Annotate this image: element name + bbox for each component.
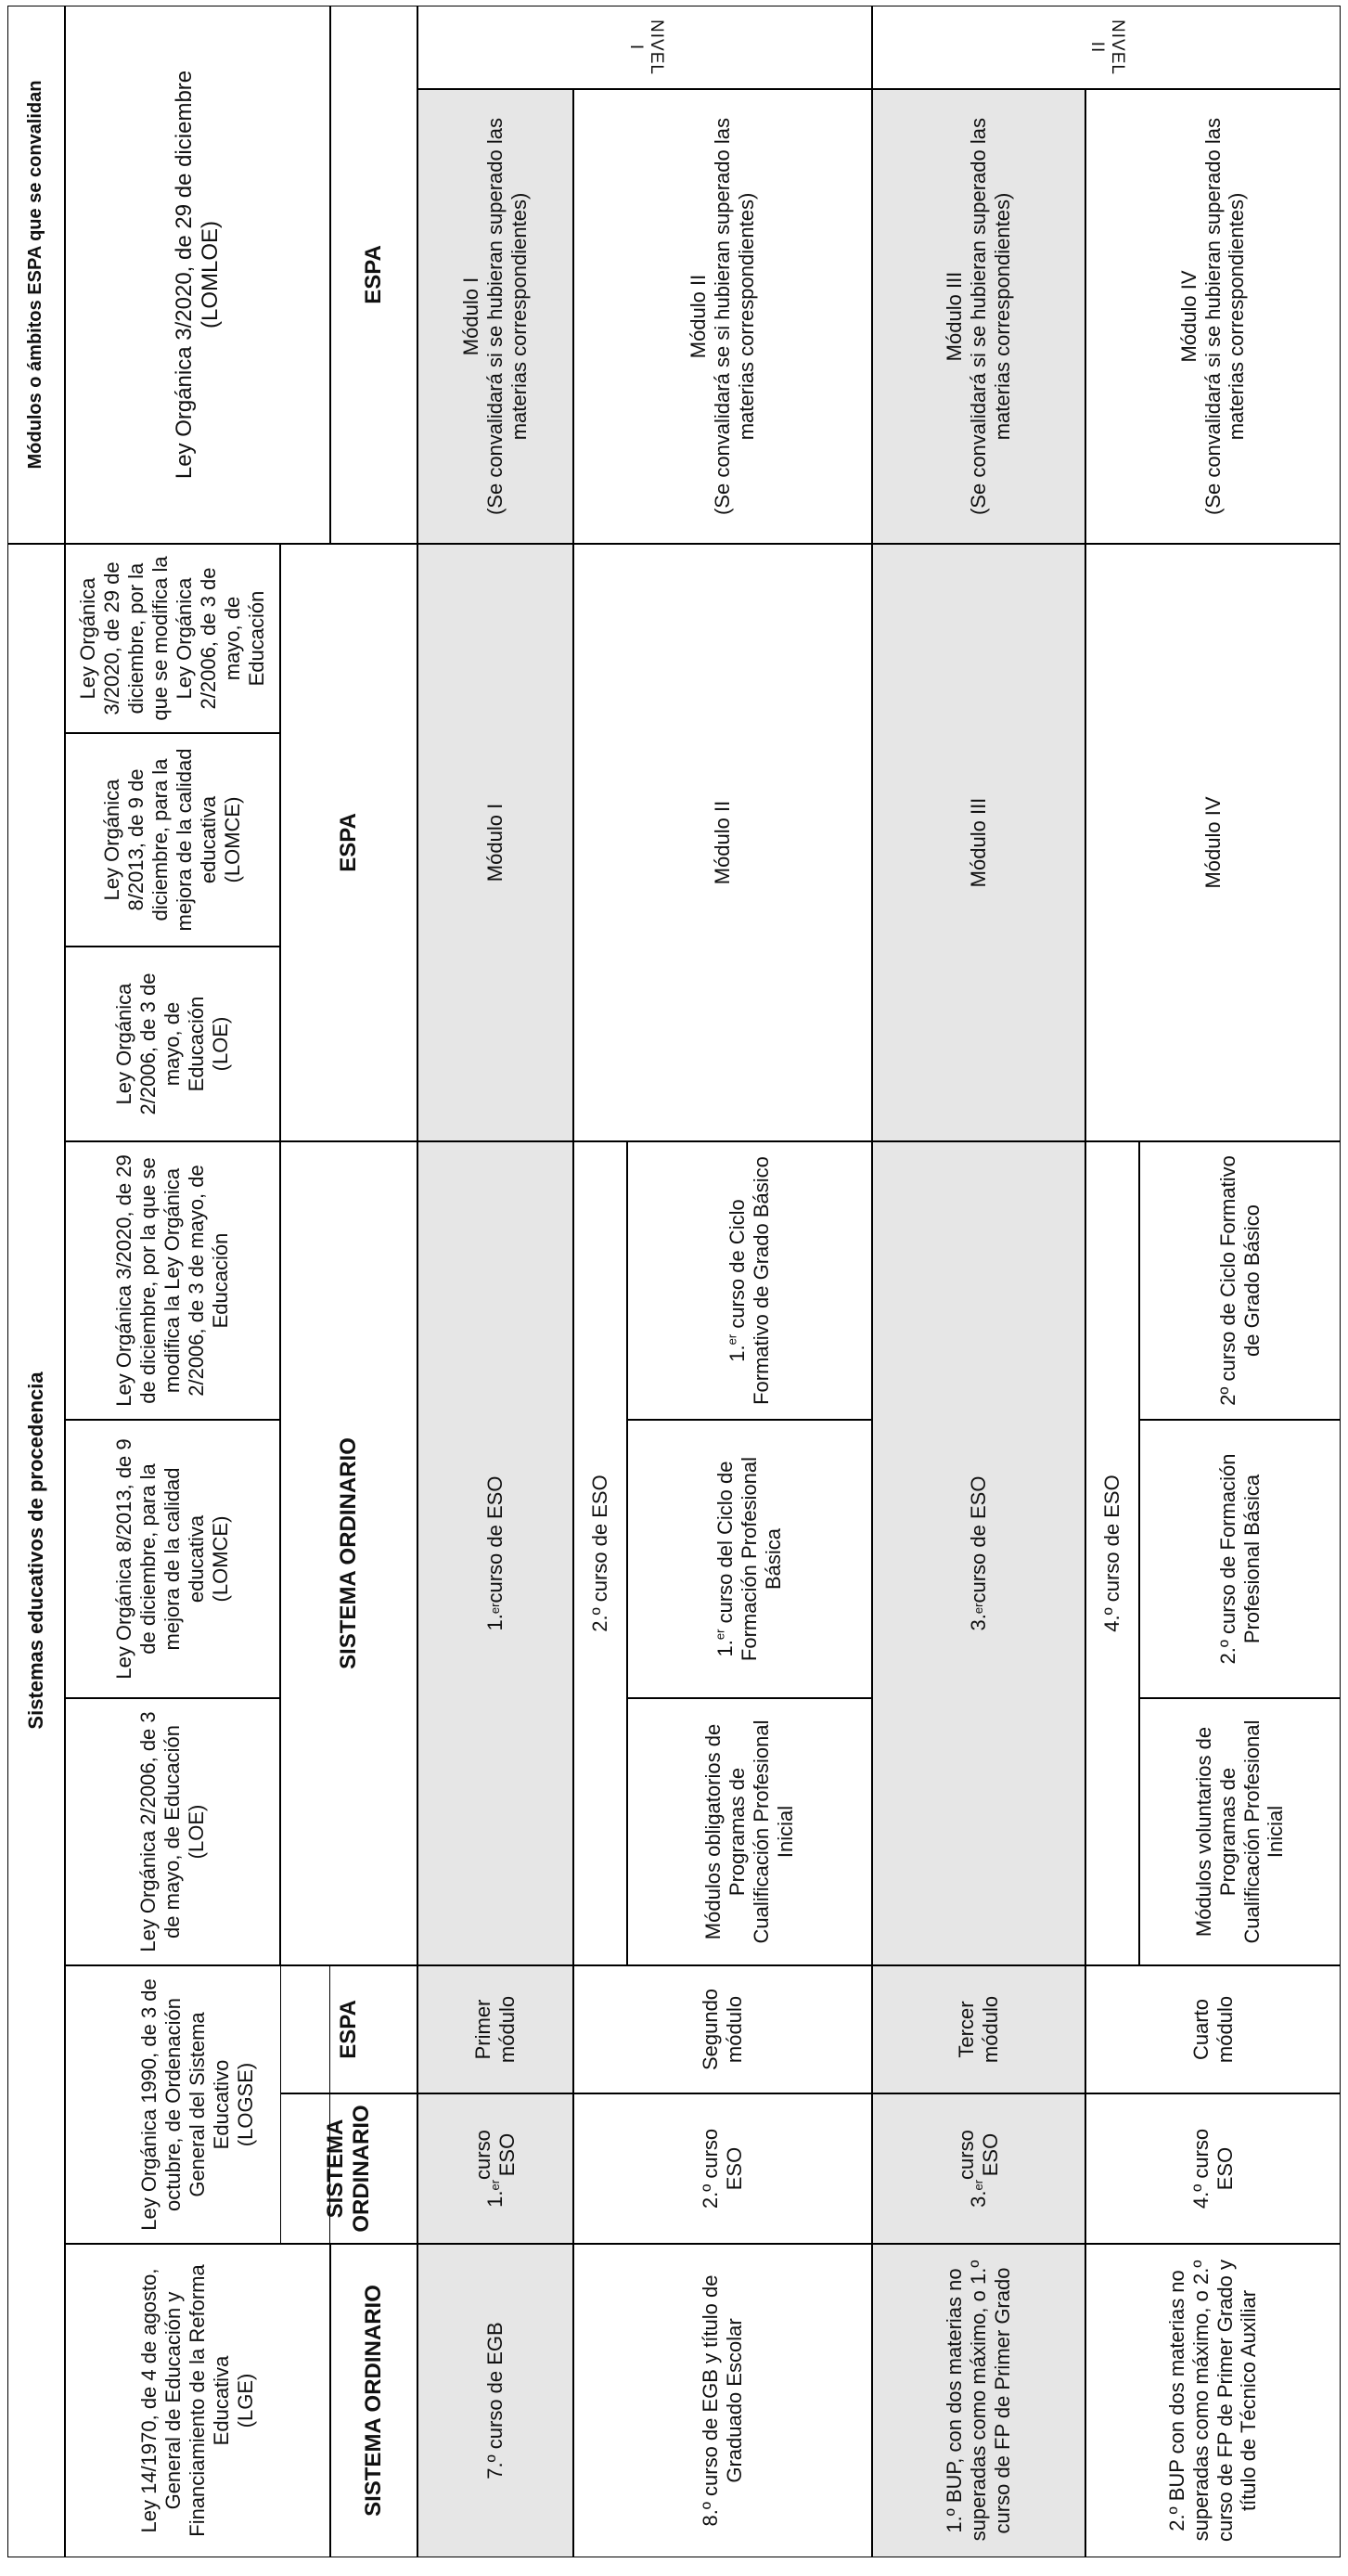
r3-lge: 1.º BUP, con dos materias no superadas como máximo, o 1.º curso de FP de Primer Grado <box>872 2244 1085 2557</box>
law-lomce-espa: Ley Orgánica 8/2013, de 9 de diciembre, para la mejora de la calidad educativa (LOMCE) <box>65 733 280 947</box>
law-lomce: Ley Orgánica 8/2013, de 9 de diciembre, para la mejora de la calidad educativa (LOMCE) <box>65 1420 280 1698</box>
subheader-sistema-ordinario: SISTEMA ORDINARIO <box>280 1141 417 1965</box>
r3-convalida: Módulo III (Se convalidará si se hubieran superado las materias correspondientes) <box>872 89 1085 544</box>
r2-espa: Módulo II <box>573 544 872 1141</box>
r4-loe: Módulos voluntarios de Programas de Cualificación Profesional Inicial <box>1139 1698 1341 1965</box>
law-lge: Ley 14/1970, de 4 de agosto, General de Educación y Financiamiento de la Reforma Educativa (LGE) <box>65 2244 330 2557</box>
r4-lomloe: 2º curso de Ciclo Formativo de Grado Básico <box>1139 1141 1341 1420</box>
nivel-ii-label: NIVEL II <box>1086 19 1127 75</box>
header-procedencia: Sistemas educativos de procedencia <box>7 544 65 2557</box>
subheader-sistema-ordinario-logse: SISTEMA ORDINARIO <box>280 2093 417 2244</box>
r1-convalida: Módulo I (Se convalidará si se hubieran superado las materias correspondientes) <box>417 89 573 544</box>
r2-lge: 8.º curso de EGB y título de Graduado Escolar <box>573 2244 872 2557</box>
r2-lomloe: 1.$^{er}$ curso de Ciclo Formativo de Grado Básico <box>627 1141 872 1420</box>
r4-lomce: 2.º curso de Formación Profesional Básica <box>1139 1420 1341 1698</box>
r1-logse-espa: Primer módulo <box>417 1965 573 2093</box>
nivel-spacer <box>330 6 341 544</box>
r3-espa: Módulo III <box>872 544 1085 1141</box>
r2-logse: 2.º curso ESO <box>573 2093 872 2244</box>
law-lomloe: Ley Orgánica 3/2020, de 29 de diciembre, por la que se modifica la Ley Orgánica 2/2006, de 3 de mayo, de Educación <box>65 1141 280 1420</box>
law-logse: Ley Orgánica 1990, de 3 de octubre, de Ordenación General del Sistema Educativo (LOGSE) <box>65 1965 330 2244</box>
subheader-sistema-ordinario-lge: SISTEMA ORDINARIO <box>330 2244 417 2557</box>
r4-sistema-ordinario-header: 4.º curso de ESO <box>1085 1141 1139 1965</box>
r4-convalida: Módulo IV (Se convalidará si se hubieran superado las materias correspondientes) <box>1085 89 1341 544</box>
r4-logse-espa: Cuarto módulo <box>1085 1965 1341 2093</box>
r4-logse: 4.º curso ESO <box>1085 2093 1341 2244</box>
law-loe: Ley Orgánica 2/2006, de 3 de mayo, de Educación (LOE) <box>65 1698 280 1965</box>
r4-lge: 2.º BUP con dos materias no superadas como máximo, o 2.º curso de FP de Primer Grado y título de Técnico Auxiliar <box>1085 2244 1341 2557</box>
r2-logse-espa: Segundo módulo <box>573 1965 872 2093</box>
nivel-i-column <box>417 19 573 557</box>
subheader-espa-logse: ESPA <box>280 1965 417 2093</box>
r1-logse: 1. er curso ESO <box>417 2093 573 2244</box>
r2-loe: Módulos obligatorios de Programas de Cualificación Profesional Inicial <box>627 1698 872 1965</box>
r3-sistema-ordinario: 3. er curso de ESO <box>872 1141 1085 1965</box>
r4-espa: Módulo IV <box>1085 544 1341 1141</box>
r1-sistema-ordinario: 1. er curso de ESO <box>417 1141 573 1965</box>
nivel-ii <box>872 6 1341 89</box>
r2-lomce: 1.$^{er}$ curso del Ciclo de Formación Profesional Básica <box>627 1420 872 1698</box>
r2-sistema-ordinario-header: 2.º curso de ESO <box>573 1141 627 1965</box>
r1-lge: 7.º curso de EGB <box>417 2244 573 2557</box>
header-espa-convalidan: Módulos o ámbitos ESPA que se convalidan <box>7 6 65 544</box>
subheader-espa-right: ESPA <box>330 6 417 544</box>
r2-convalida: Módulo II (Se convalidará se si hubieran superado las materias correspondientes) <box>573 89 872 544</box>
r3-logse-espa: Tercer módulo <box>872 1965 1085 2093</box>
law-lomloe-espa: Ley Orgánica 3/2020, de 29 de diciembre, por la que se modifica la Ley Orgánica 2/2006, de 3 de mayo, de Educación <box>65 544 280 733</box>
r3-logse: 3. er curso ESO <box>872 2093 1085 2244</box>
nivel-i-label: NIVEL I <box>625 19 666 75</box>
law-loe-espa: Ley Orgánica 2/2006, de 3 de mayo, de Educación (LOE) <box>65 947 280 1141</box>
r1-espa: Módulo I <box>417 544 573 1141</box>
law-lomloe-short: Ley Orgánica 3/2020, de 29 de diciembre (LOMLOE) <box>65 6 330 544</box>
subheader-espa: ESPA <box>280 544 417 1141</box>
